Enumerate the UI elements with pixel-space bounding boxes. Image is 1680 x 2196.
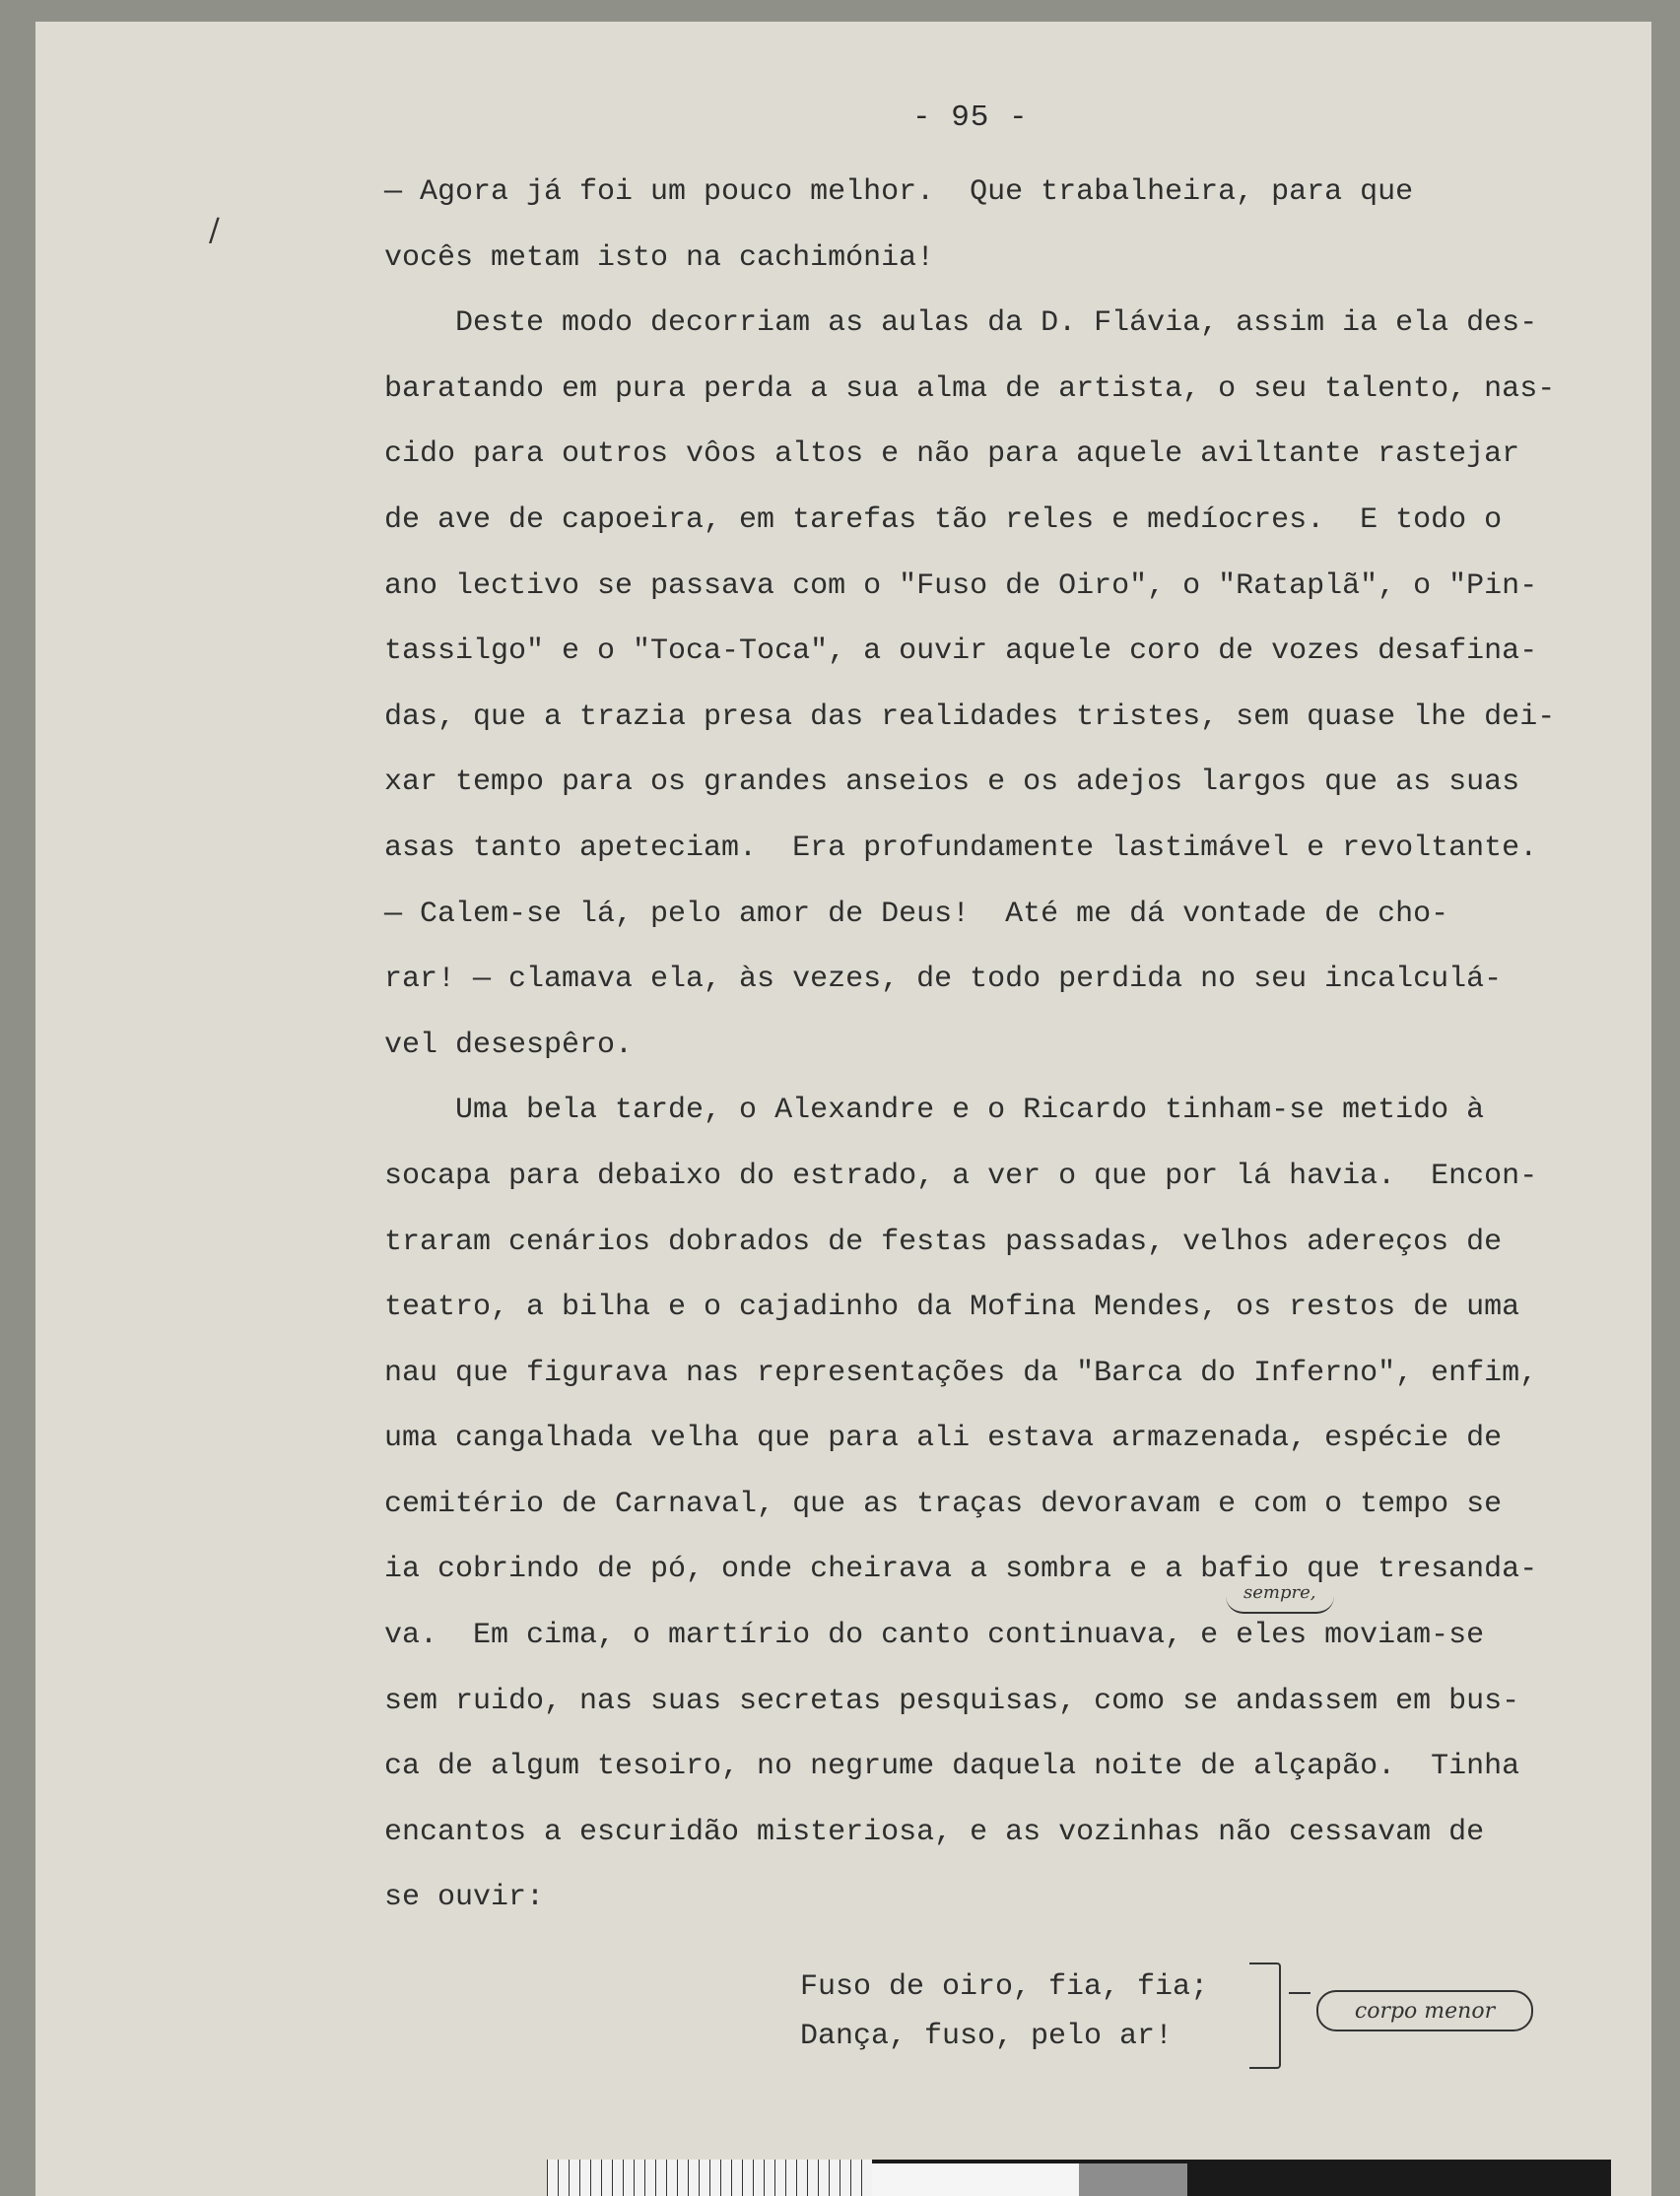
handwritten-note: corpo menor <box>1316 1990 1533 2031</box>
text-line: ca de algum tesoiro, no negrume daquela noite de alçapão. Tinha <box>384 1750 1520 1784</box>
text-line: — Calem-se lá, pelo amor de Deus! Até me dá vontade de cho- <box>384 897 1449 931</box>
verse-bracket <box>1249 1963 1281 2069</box>
text-line: nau que figurava nas representações da "Barca do Inferno", enfim, <box>384 1356 1538 1390</box>
text-line: de ave de capoeira, em tarefas tão reles e medíocres. E todo o <box>384 502 1503 537</box>
text-line: sem ruido, nas suas secretas pesquisas, como se andassem em bus- <box>384 1684 1520 1718</box>
text-line: Uma bela tarde, o Alexandre e o Ricardo tinham-se metido à <box>384 1094 1485 1128</box>
verse-line: Fuso de oiro, fia, fia; <box>800 1970 1209 2004</box>
text-line: vel desespêro. <box>384 1028 634 1062</box>
text-line: asas tanto apeteciam. Era profundamente lastimável e revoltante. <box>384 831 1538 865</box>
text-line: ia cobrindo de pó, onde cheirava a sombra e a bafio que tresanda- <box>384 1553 1538 1587</box>
text-line: xar tempo para os grandes anseios e os adejos largos que as suas <box>384 765 1520 800</box>
text-line: teatro, a bilha e o cajadinho da Mofina Mendes, os restos de uma <box>384 1291 1520 1325</box>
document-page <box>35 22 1651 2196</box>
text-line: tassilgo" e o "Toca-Toca", a ouvir aquele coro de vozes desafina- <box>384 634 1538 669</box>
text-line: cido para outros vôos altos e não para aquele aviltante rastejar <box>384 437 1520 472</box>
text-line: traram cenários dobrados de festas passadas, velhos adereços de <box>384 1225 1503 1259</box>
text-line: vocês metam isto na cachimónia! <box>384 240 935 275</box>
verse-block <box>800 1963 1208 2061</box>
ruler-ticks <box>547 2160 872 2196</box>
color-patch-white <box>872 2163 1079 2196</box>
margin-mark: / <box>209 211 220 248</box>
page-number: - 95 - <box>912 100 1029 135</box>
text-line: cemitério de Carnaval, que as traças devoravam e com o tempo se <box>384 1487 1503 1521</box>
text-line: baratando em pura perda a sua alma de artista, o seu talento, nas- <box>384 371 1556 406</box>
text-line: se ouvir: <box>384 1881 545 1915</box>
text-line: — Agora já foi um pouco melhor. Que trabalheira, para que <box>384 175 1414 209</box>
insert-arc <box>1226 1596 1334 1614</box>
text-line: socapa para debaixo do estrado, a ver o que por lá havia. Encon- <box>384 1159 1538 1193</box>
body-text <box>384 160 1665 1931</box>
text-line: rar! — clamava ela, às vezes, de todo perdida no seu incalculá- <box>384 963 1503 997</box>
color-patch-gray <box>1079 2163 1187 2196</box>
text-line: uma cangalhada velha que para ali estava armazenada, espécie de <box>384 1422 1503 1456</box>
text-line: Deste modo decorriam as aulas da D. Flávia, assim ia ela des- <box>384 306 1538 341</box>
text-line: das, que a trazia presa das realidades tristes, sem quase lhe dei- <box>384 699 1556 734</box>
verse-line: Dança, fuso, pelo ar! <box>800 2020 1174 2053</box>
text-line: va. Em cima, o martírio do canto continuava, e eles moviam-se <box>384 1619 1485 1653</box>
text-line: ano lectivo se passava com o "Fuso de Oiro", o "Rataplã", o "Pin- <box>384 568 1538 603</box>
text-line: encantos a escuridão misteriosa, e as vozinhas não cessavam de <box>384 1815 1485 1849</box>
scale-ruler <box>547 2160 1611 2196</box>
handwritten-insert: sempre, <box>1243 1582 1316 1603</box>
note-dash <box>1289 1992 1310 1994</box>
